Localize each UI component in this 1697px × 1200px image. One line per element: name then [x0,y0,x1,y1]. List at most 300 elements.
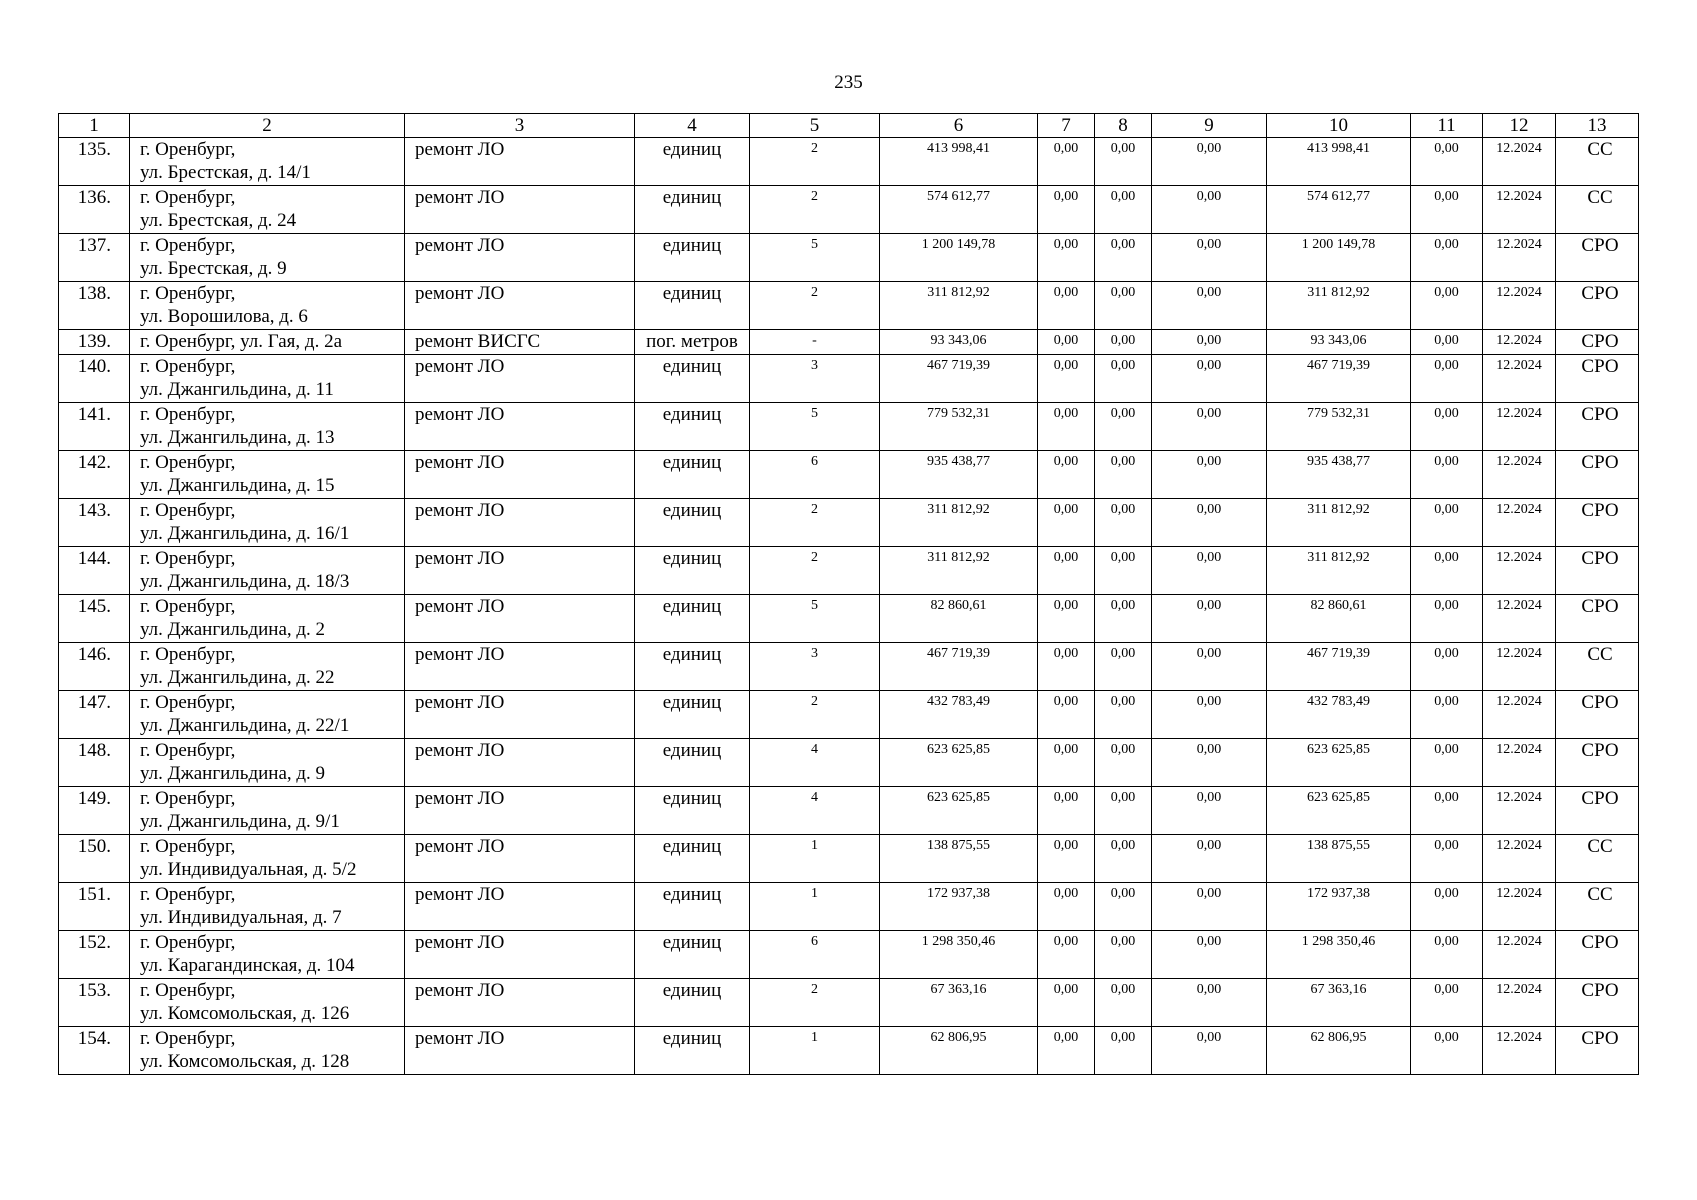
column-10-cell: 1 298 350,46 [1267,931,1411,979]
address-line-city: г. Оренбург, [140,932,236,953]
unit-cell: единиц [635,282,750,330]
funding-source-cell: СС [1556,643,1639,691]
column-7-cell: 0,00 [1038,186,1095,234]
column-7-cell: 0,00 [1038,643,1095,691]
total-cost-cell: 172 937,38 [880,883,1038,931]
address-line-street: ул. Джангильдина, д. 9/1 [140,811,340,832]
column-header: 11 [1411,114,1483,138]
column-7-cell: 0,00 [1038,355,1095,403]
column-8-cell: 0,00 [1095,330,1152,355]
total-cost-cell: 138 875,55 [880,835,1038,883]
column-8-cell: 0,00 [1095,691,1152,739]
address-line-street: ул. Ворошилова, д. 6 [140,306,308,327]
column-7-cell: 0,00 [1038,499,1095,547]
column-11-cell: 0,00 [1411,451,1483,499]
column-9-cell: 0,00 [1152,643,1267,691]
deadline-cell: 12.2024 [1483,595,1556,643]
total-cost-cell: 935 438,77 [880,451,1038,499]
unit-cell: единиц [635,835,750,883]
table-row [59,595,1639,643]
unit-cell: единиц [635,643,750,691]
table-row [59,931,1639,979]
unit-cell: единиц [635,691,750,739]
column-7-cell: 0,00 [1038,883,1095,931]
deadline-cell: 12.2024 [1483,931,1556,979]
work-type-cell: ремонт ЛО [405,138,635,186]
column-10-cell: 311 812,92 [1267,547,1411,595]
column-10-cell: 311 812,92 [1267,282,1411,330]
funding-source-cell: СРО [1556,547,1639,595]
deadline-cell: 12.2024 [1483,979,1556,1027]
row-number: 144. [59,547,130,595]
column-9-cell: 0,00 [1152,499,1267,547]
address-cell [130,931,405,979]
quantity-cell: 2 [750,186,880,234]
column-8-cell: 0,00 [1095,979,1152,1027]
total-cost-cell: 1 200 149,78 [880,234,1038,282]
address-line-city: г. Оренбург, [140,1028,236,1049]
table-row [59,403,1639,451]
column-10-cell: 311 812,92 [1267,499,1411,547]
column-header: 3 [405,114,635,138]
column-10-cell: 432 783,49 [1267,691,1411,739]
address-cell [130,547,405,595]
unit-cell: единиц [635,451,750,499]
table-row [59,282,1639,330]
funding-source-cell: СРО [1556,282,1639,330]
work-type-cell: ремонт ЛО [405,355,635,403]
table-row [59,499,1639,547]
total-cost-cell: 779 532,31 [880,403,1038,451]
quantity-cell: 2 [750,499,880,547]
column-7-cell: 0,00 [1038,979,1095,1027]
address-line-city: г. Оренбург, [140,356,236,377]
address-line-street: ул. Джангильдина, д. 13 [140,427,335,448]
address-line-city: г. Оренбург, [140,740,236,761]
address-cell [130,186,405,234]
column-header: 7 [1038,114,1095,138]
total-cost-cell: 311 812,92 [880,547,1038,595]
funding-source-cell: СРО [1556,595,1639,643]
total-cost-cell: 311 812,92 [880,499,1038,547]
work-type-cell: ремонт ЛО [405,643,635,691]
deadline-cell: 12.2024 [1483,330,1556,355]
column-10-cell: 1 200 149,78 [1267,234,1411,282]
quantity-cell: 6 [750,931,880,979]
column-11-cell: 0,00 [1411,691,1483,739]
deadline-cell: 12.2024 [1483,499,1556,547]
column-8-cell: 0,00 [1095,643,1152,691]
column-11-cell: 0,00 [1411,282,1483,330]
address-cell [130,835,405,883]
row-number: 135. [59,138,130,186]
address-line-city: г. Оренбург, [140,139,236,160]
quantity-cell: 1 [750,883,880,931]
column-10-cell: 413 998,41 [1267,138,1411,186]
address-line-city: г. Оренбург, [140,644,236,665]
address-cell [130,691,405,739]
address-cell [130,330,405,355]
address-line-city: г. Оренбург, ул. Гая, д. 2а [140,331,342,352]
address-cell [130,1027,405,1075]
column-7-cell: 0,00 [1038,138,1095,186]
column-7-cell: 0,00 [1038,403,1095,451]
column-10-cell: 467 719,39 [1267,643,1411,691]
work-type-cell: ремонт ЛО [405,499,635,547]
unit-cell: единиц [635,883,750,931]
column-11-cell: 0,00 [1411,547,1483,595]
row-number: 143. [59,499,130,547]
column-11-cell: 0,00 [1411,643,1483,691]
quantity-cell: 1 [750,835,880,883]
column-9-cell: 0,00 [1152,451,1267,499]
table-row [59,691,1639,739]
quantity-cell: 4 [750,739,880,787]
total-cost-cell: 311 812,92 [880,282,1038,330]
row-number: 140. [59,355,130,403]
column-9-cell: 0,00 [1152,234,1267,282]
quantity-cell: 3 [750,355,880,403]
column-header: 12 [1483,114,1556,138]
address-line-street: ул. Джангильдина, д. 16/1 [140,523,350,544]
total-cost-cell: 574 612,77 [880,186,1038,234]
column-header: 10 [1267,114,1411,138]
funding-source-cell: СРО [1556,355,1639,403]
table-body [59,138,1639,1075]
address-line-city: г. Оренбург, [140,548,236,569]
total-cost-cell: 1 298 350,46 [880,931,1038,979]
column-9-cell: 0,00 [1152,1027,1267,1075]
total-cost-cell: 623 625,85 [880,787,1038,835]
address-line-street: ул. Брестская, д. 9 [140,258,287,279]
column-10-cell: 138 875,55 [1267,835,1411,883]
table-row [59,1027,1639,1075]
quantity-cell: 5 [750,403,880,451]
work-type-cell: ремонт ЛО [405,931,635,979]
column-7-cell: 0,00 [1038,1027,1095,1075]
deadline-cell: 12.2024 [1483,355,1556,403]
address-line-city: г. Оренбург, [140,884,236,905]
column-8-cell: 0,00 [1095,138,1152,186]
address-line-street: ул. Джангильдина, д. 22/1 [140,715,350,736]
address-line-city: г. Оренбург, [140,235,236,256]
column-7-cell: 0,00 [1038,451,1095,499]
quantity-cell: 4 [750,787,880,835]
table-row [59,451,1639,499]
work-plan-table [58,113,1639,1075]
work-type-cell: ремонт ВИСГС [405,330,635,355]
column-11-cell: 0,00 [1411,787,1483,835]
table-row [59,979,1639,1027]
column-8-cell: 0,00 [1095,883,1152,931]
column-10-cell: 574 612,77 [1267,186,1411,234]
column-9-cell: 0,00 [1152,883,1267,931]
column-9-cell: 0,00 [1152,403,1267,451]
column-8-cell: 0,00 [1095,186,1152,234]
column-7-cell: 0,00 [1038,234,1095,282]
work-type-cell: ремонт ЛО [405,883,635,931]
column-9-cell: 0,00 [1152,282,1267,330]
work-type-cell: ремонт ЛО [405,234,635,282]
quantity-cell: 1 [750,1027,880,1075]
work-type-cell: ремонт ЛО [405,835,635,883]
row-number: 141. [59,403,130,451]
address-line-city: г. Оренбург, [140,500,236,521]
column-header: 4 [635,114,750,138]
funding-source-cell: СРО [1556,739,1639,787]
address-cell [130,787,405,835]
address-line-city: г. Оренбург, [140,836,236,857]
column-8-cell: 0,00 [1095,1027,1152,1075]
table-row [59,330,1639,355]
address-cell [130,499,405,547]
table-row [59,835,1639,883]
address-line-city: г. Оренбург, [140,692,236,713]
unit-cell: единиц [635,138,750,186]
column-8-cell: 0,00 [1095,282,1152,330]
row-number: 136. [59,186,130,234]
column-header: 6 [880,114,1038,138]
work-type-cell: ремонт ЛО [405,787,635,835]
column-7-cell: 0,00 [1038,691,1095,739]
column-10-cell: 623 625,85 [1267,787,1411,835]
column-9-cell: 0,00 [1152,355,1267,403]
row-number: 145. [59,595,130,643]
column-9-cell: 0,00 [1152,739,1267,787]
column-header: 13 [1556,114,1639,138]
total-cost-cell: 413 998,41 [880,138,1038,186]
work-type-cell: ремонт ЛО [405,451,635,499]
column-8-cell: 0,00 [1095,595,1152,643]
address-cell [130,138,405,186]
table-row [59,138,1639,186]
row-number: 148. [59,739,130,787]
total-cost-cell: 62 806,95 [880,1027,1038,1075]
address-line-street: ул. Индивидуальная, д. 5/2 [140,859,357,880]
column-number-row [59,114,1639,138]
work-type-cell: ремонт ЛО [405,595,635,643]
column-8-cell: 0,00 [1095,234,1152,282]
column-11-cell: 0,00 [1411,931,1483,979]
deadline-cell: 12.2024 [1483,403,1556,451]
column-7-cell: 0,00 [1038,330,1095,355]
quantity-cell: 3 [750,643,880,691]
quantity-cell: 2 [750,691,880,739]
address-line-street: ул. Карагандинская, д. 104 [140,955,355,976]
column-header: 8 [1095,114,1152,138]
column-7-cell: 0,00 [1038,595,1095,643]
column-8-cell: 0,00 [1095,451,1152,499]
table-row [59,883,1639,931]
column-9-cell: 0,00 [1152,979,1267,1027]
column-9-cell: 0,00 [1152,787,1267,835]
column-11-cell: 0,00 [1411,835,1483,883]
page-number: 235 [834,72,863,93]
deadline-cell: 12.2024 [1483,643,1556,691]
total-cost-cell: 82 860,61 [880,595,1038,643]
total-cost-cell: 93 343,06 [880,330,1038,355]
column-11-cell: 0,00 [1411,883,1483,931]
total-cost-cell: 467 719,39 [880,643,1038,691]
deadline-cell: 12.2024 [1483,138,1556,186]
quantity-cell: 2 [750,979,880,1027]
funding-source-cell: СРО [1556,691,1639,739]
column-10-cell: 62 806,95 [1267,1027,1411,1075]
deadline-cell: 12.2024 [1483,547,1556,595]
row-number: 146. [59,643,130,691]
funding-source-cell: СРО [1556,330,1639,355]
column-7-cell: 0,00 [1038,835,1095,883]
column-10-cell: 93 343,06 [1267,330,1411,355]
address-line-street: ул. Брестская, д. 14/1 [140,162,311,183]
address-cell [130,883,405,931]
table-row [59,186,1639,234]
address-line-city: г. Оренбург, [140,404,236,425]
funding-source-cell: СС [1556,138,1639,186]
address-cell [130,451,405,499]
column-header: 9 [1152,114,1267,138]
table-row [59,234,1639,282]
column-8-cell: 0,00 [1095,403,1152,451]
work-type-cell: ремонт ЛО [405,186,635,234]
funding-source-cell: СС [1556,883,1639,931]
quantity-cell: - [750,330,880,355]
row-number: 149. [59,787,130,835]
address-line-street: ул. Комсомольская, д. 126 [140,1003,350,1024]
funding-source-cell: СРО [1556,979,1639,1027]
address-line-street: ул. Джангильдина, д. 22 [140,667,335,688]
deadline-cell: 12.2024 [1483,1027,1556,1075]
unit-cell: единиц [635,1027,750,1075]
unit-cell: единиц [635,355,750,403]
work-type-cell: ремонт ЛО [405,691,635,739]
row-number: 151. [59,883,130,931]
deadline-cell: 12.2024 [1483,691,1556,739]
column-8-cell: 0,00 [1095,547,1152,595]
deadline-cell: 12.2024 [1483,835,1556,883]
column-11-cell: 0,00 [1411,330,1483,355]
address-line-street: ул. Джангильдина, д. 11 [140,379,334,400]
column-10-cell: 82 860,61 [1267,595,1411,643]
unit-cell: единиц [635,931,750,979]
column-11-cell: 0,00 [1411,355,1483,403]
address-cell [130,403,405,451]
address-line-street: ул. Джангильдина, д. 2 [140,619,326,640]
total-cost-cell: 67 363,16 [880,979,1038,1027]
column-11-cell: 0,00 [1411,979,1483,1027]
column-7-cell: 0,00 [1038,282,1095,330]
funding-source-cell: СРО [1556,787,1639,835]
address-line-street: ул. Джангильдина, д. 18/3 [140,571,350,592]
address-line-city: г. Оренбург, [140,596,236,617]
address-line-city: г. Оренбург, [140,980,236,1001]
address-line-city: г. Оренбург, [140,788,236,809]
funding-source-cell: СРО [1556,1027,1639,1075]
column-10-cell: 67 363,16 [1267,979,1411,1027]
address-line-city: г. Оренбург, [140,187,236,208]
unit-cell: единиц [635,787,750,835]
work-type-cell: ремонт ЛО [405,282,635,330]
address-cell [130,979,405,1027]
quantity-cell: 2 [750,282,880,330]
row-number: 153. [59,979,130,1027]
column-9-cell: 0,00 [1152,330,1267,355]
row-number: 154. [59,1027,130,1075]
column-7-cell: 0,00 [1038,931,1095,979]
row-number: 142. [59,451,130,499]
funding-source-cell: СРО [1556,931,1639,979]
deadline-cell: 12.2024 [1483,234,1556,282]
address-line-street: ул. Брестская, д. 24 [140,210,297,231]
deadline-cell: 12.2024 [1483,739,1556,787]
unit-cell: единиц [635,234,750,282]
work-type-cell: ремонт ЛО [405,403,635,451]
address-cell [130,595,405,643]
quantity-cell: 6 [750,451,880,499]
column-header: 1 [59,114,130,138]
quantity-cell: 2 [750,138,880,186]
funding-source-cell: СРО [1556,499,1639,547]
column-9-cell: 0,00 [1152,931,1267,979]
column-9-cell: 0,00 [1152,186,1267,234]
row-number: 139. [59,330,130,355]
unit-cell: единиц [635,547,750,595]
column-10-cell: 935 438,77 [1267,451,1411,499]
funding-source-cell: СРО [1556,451,1639,499]
column-8-cell: 0,00 [1095,739,1152,787]
funding-source-cell: СС [1556,186,1639,234]
column-9-cell: 0,00 [1152,138,1267,186]
funding-source-cell: СРО [1556,403,1639,451]
column-11-cell: 0,00 [1411,595,1483,643]
work-type-cell: ремонт ЛО [405,739,635,787]
column-8-cell: 0,00 [1095,499,1152,547]
column-9-cell: 0,00 [1152,595,1267,643]
quantity-cell: 5 [750,595,880,643]
table-row [59,355,1639,403]
column-11-cell: 0,00 [1411,739,1483,787]
deadline-cell: 12.2024 [1483,787,1556,835]
unit-cell: единиц [635,499,750,547]
row-number: 152. [59,931,130,979]
address-line-street: ул. Джангильдина, д. 9 [140,763,326,784]
quantity-cell: 5 [750,234,880,282]
column-10-cell: 467 719,39 [1267,355,1411,403]
table-row [59,643,1639,691]
deadline-cell: 12.2024 [1483,186,1556,234]
column-8-cell: 0,00 [1095,835,1152,883]
column-11-cell: 0,00 [1411,499,1483,547]
column-9-cell: 0,00 [1152,835,1267,883]
row-number: 150. [59,835,130,883]
unit-cell: единиц [635,979,750,1027]
work-type-cell: ремонт ЛО [405,547,635,595]
address-line-street: ул. Индивидуальная, д. 7 [140,907,342,928]
address-cell [130,643,405,691]
column-10-cell: 623 625,85 [1267,739,1411,787]
column-10-cell: 172 937,38 [1267,883,1411,931]
quantity-cell: 2 [750,547,880,595]
address-line-city: г. Оренбург, [140,283,236,304]
table-row [59,739,1639,787]
column-9-cell: 0,00 [1152,691,1267,739]
column-7-cell: 0,00 [1038,547,1095,595]
column-11-cell: 0,00 [1411,1027,1483,1075]
unit-cell: единиц [635,186,750,234]
column-9-cell: 0,00 [1152,547,1267,595]
address-line-street: ул. Джангильдина, д. 15 [140,475,335,496]
address-cell [130,282,405,330]
